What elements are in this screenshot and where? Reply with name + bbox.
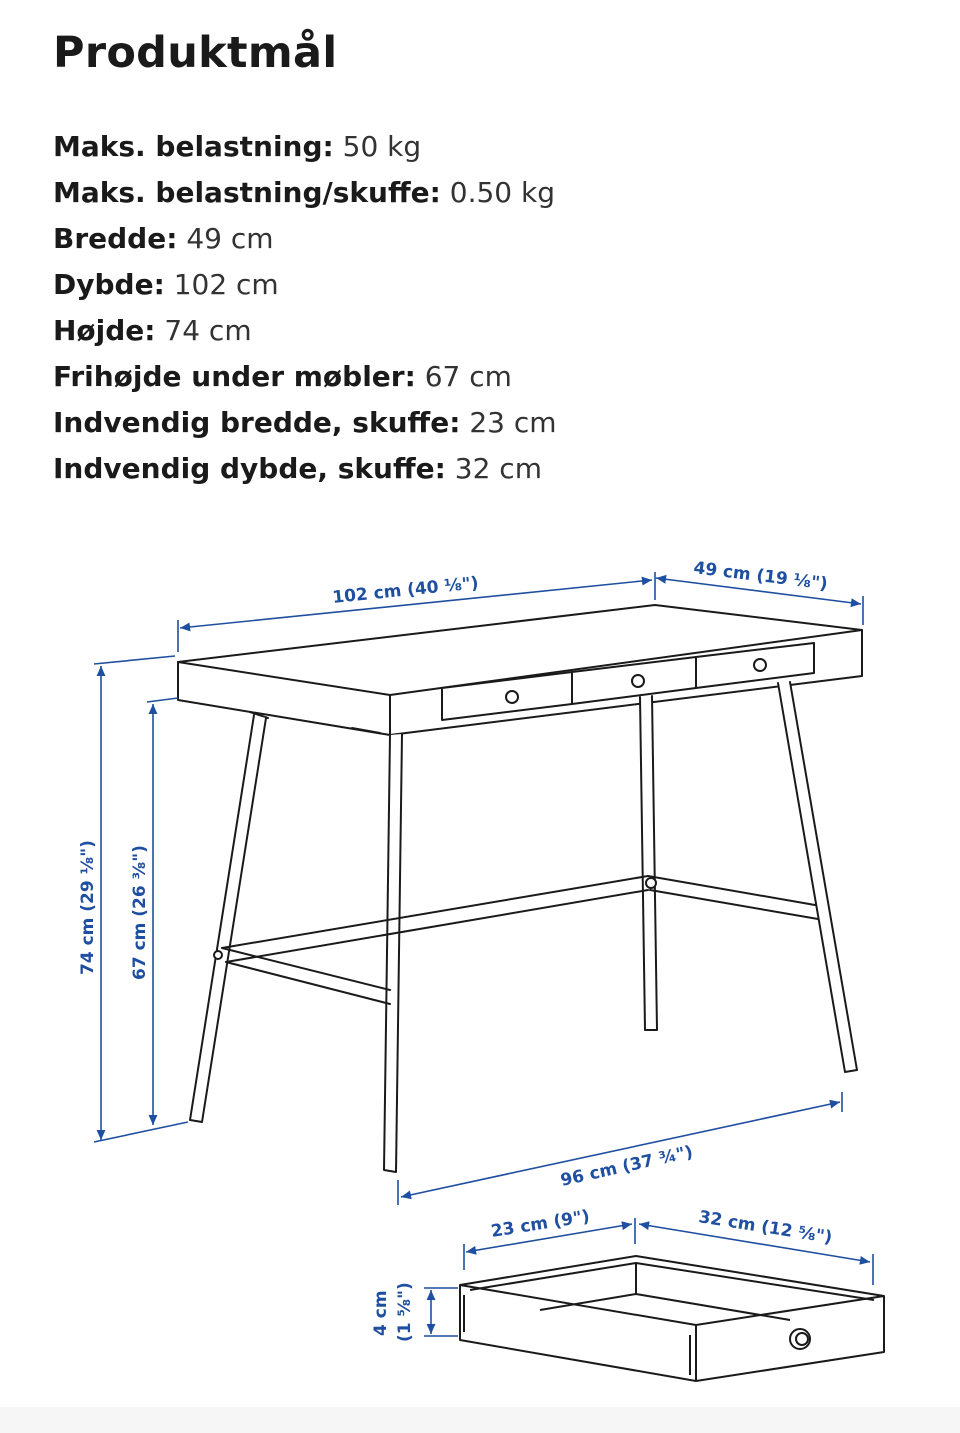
spec-value: 49 cm	[186, 222, 274, 255]
dim-length-label: 102 cm (40 ⅛")	[331, 573, 480, 608]
spec-value: 50 kg	[342, 130, 422, 163]
dim-drawer-height-in-label: (1 ⅝")	[395, 1282, 415, 1342]
spec-row	[53, 262, 557, 308]
dim-width-label: 49 cm (19 ⅛")	[692, 558, 829, 595]
spec-row	[53, 170, 557, 216]
spec-label: Maks. belastning:	[53, 130, 334, 163]
desk-stretchers	[214, 876, 818, 1004]
spec-label: Frihøjde under møbler:	[53, 360, 416, 393]
spec-value: 0.50 kg	[449, 176, 555, 209]
spec-row	[53, 124, 557, 170]
spec-label: Maks. belastning/skuffe:	[53, 176, 441, 209]
desk-legs	[190, 682, 857, 1172]
spec-row	[53, 308, 557, 354]
spec-label: Indvendig dybde, skuffe:	[53, 452, 446, 485]
page-title: Produktmål	[53, 28, 338, 78]
spec-row	[53, 216, 557, 262]
spec-label: Højde:	[53, 314, 156, 347]
desk-illustration	[178, 605, 862, 1172]
spec-value: 23 cm	[469, 406, 557, 439]
spec-row	[53, 354, 557, 400]
spec-label: Bredde:	[53, 222, 178, 255]
leg-back-left-outer	[778, 682, 857, 1072]
spec-value: 32 cm	[454, 452, 542, 485]
spec-value: 74 cm	[164, 314, 252, 347]
spec-label: Indvendig bredde, skuffe:	[53, 406, 461, 439]
dim-drawer-depth-label: 32 cm (12 ⅝")	[697, 1207, 834, 1249]
page-footer-band	[0, 1407, 960, 1433]
spec-value: 67 cm	[424, 360, 512, 393]
spec-row	[53, 400, 557, 446]
dim-height-label: 74 cm (29 ⅛")	[78, 840, 98, 975]
dim-leg-span-label: 96 cm (37 ¾")	[558, 1142, 695, 1191]
desk-dimension-drawing	[0, 520, 960, 1433]
dim-drawer-width-label: 23 cm (9")	[489, 1206, 592, 1242]
drawer-illustration	[460, 1256, 884, 1381]
spec-value: 102 cm	[173, 268, 279, 301]
spec-row	[53, 446, 557, 492]
drawer-box	[460, 1256, 884, 1381]
dim-clearance-label: 67 cm (26 ⅜")	[130, 845, 150, 980]
dim-drawer-height-cm-label: 4 cm	[371, 1290, 391, 1336]
leg-front-left	[190, 715, 266, 1122]
leg-front-right	[384, 734, 402, 1172]
spec-label: Dybde:	[53, 268, 165, 301]
leg-back-right	[640, 696, 657, 1030]
spec-list	[53, 124, 557, 492]
